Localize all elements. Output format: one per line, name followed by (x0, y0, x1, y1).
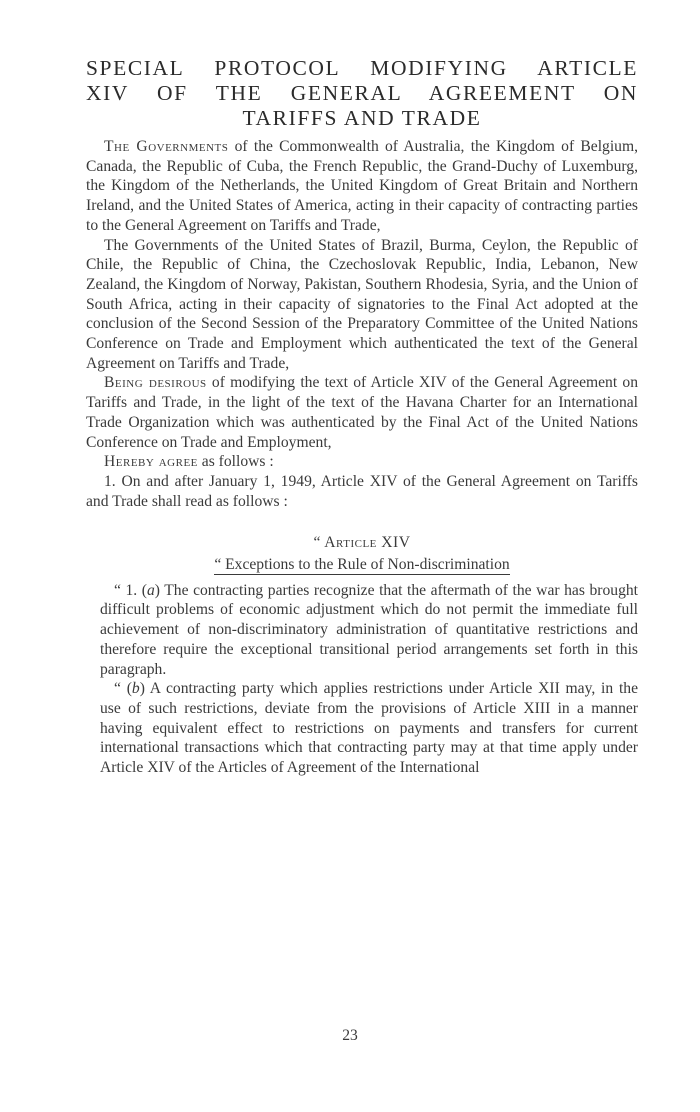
clause-letter: a (146, 581, 155, 599)
article-heading-text: Article XIV (324, 534, 411, 552)
paragraph-lead: Hereby agree (104, 453, 198, 471)
clause-letter: b (131, 680, 140, 698)
paragraph-lead: The Governments (104, 138, 229, 155)
article-open-quote: “ (313, 534, 321, 552)
paragraph-signatories (86, 236, 638, 374)
paragraph-contracting-parties (86, 137, 638, 236)
clause-text: ) A contracting party which applies restrictions under Article XII may, in the use of such restrictions, deviate from the provisions of Article XIII in a manner having equivalent effect to restrictions on payments and transfers for current international transactions which that contracting party may at that time apply under Article XIV of the Articles of Agreement of the International (100, 680, 639, 777)
paragraph-clause-1 (86, 472, 638, 511)
title-line-3: TARIFFS AND TRADE (242, 106, 482, 130)
document-title (86, 56, 638, 131)
paragraph-text: as follows : (197, 453, 274, 471)
article-subheading (86, 555, 638, 575)
article-subheading-text: “ Exceptions to the Rule of Non-discrimination (214, 556, 510, 574)
title-line-2: XIV OF THE GENERAL AGREEMENT ON (86, 81, 638, 105)
document-body (86, 137, 638, 778)
document-page (86, 56, 638, 778)
clause-prefix: “ ( (114, 680, 132, 698)
clause-text: ) The contracting parties recognize that the aftermath of the war has brought difficult problems of economic adjustment which do not permit the immediate full achievement of non-discriminatory administration of quantitative restrictions and therefore require the exceptional transitional period arrangements set forth in this paragraph. (100, 581, 638, 678)
article-heading (86, 533, 638, 553)
paragraph-text: 1. On and after January 1, 1949, Article XIV of the General Agreement on Tariffs and Trade shall read as follows : (86, 472, 638, 510)
page-number: 23 (342, 1027, 358, 1044)
clause-prefix: “ 1. ( (114, 581, 147, 599)
article-quoted-text (86, 581, 638, 778)
title-line-1: SPECIAL PROTOCOL MODIFYING ARTICLE (86, 56, 638, 80)
paragraph-being-desirous (86, 373, 638, 452)
paragraph-text: The Governments of the United States of Brazil, Burma, Ceylon, the Republic of Chile, the Republic of China, the Czechoslovak Republic, India, Lebanon, New Zealand, the Kingdom of Norway, Pakistan, Southern Rhodesia, Syria, and the Union of South Africa, acting in their capacity of signatories to the Final Act adopted at the conclusion of the Second Session of the Preparatory Committee of the United Nations Conference on Trade and Employment which authenticated the text of the General Agreement on Tariffs and Trade, (86, 236, 638, 372)
paragraph-lead: Being desirous (104, 374, 207, 392)
paragraph-text: of modifying the text of Article XIV of the General Agreement on Tariffs and Trade, in the light of the text of the Havana Charter for an International Trade Organization which was authenticated by the Final Act of the United Nations Conference on Trade and Employment, (86, 374, 638, 451)
paragraph-text: of the Commonwealth of Australia, the Kingdom of Belgium, Canada, the Republic of Cuba, the French Republic, the Grand-Duchy of Luxemburg, the Kingdom of the Netherlands, the United Kingdom of Great Britain and Northern Ireland, and the United States of America, acting in their capacity of contracting parties to the General Agreement on Tariffs and Trade, (86, 138, 638, 234)
clause-a (100, 581, 638, 680)
clause-b (100, 679, 638, 778)
paragraph-hereby-agree (86, 452, 638, 472)
